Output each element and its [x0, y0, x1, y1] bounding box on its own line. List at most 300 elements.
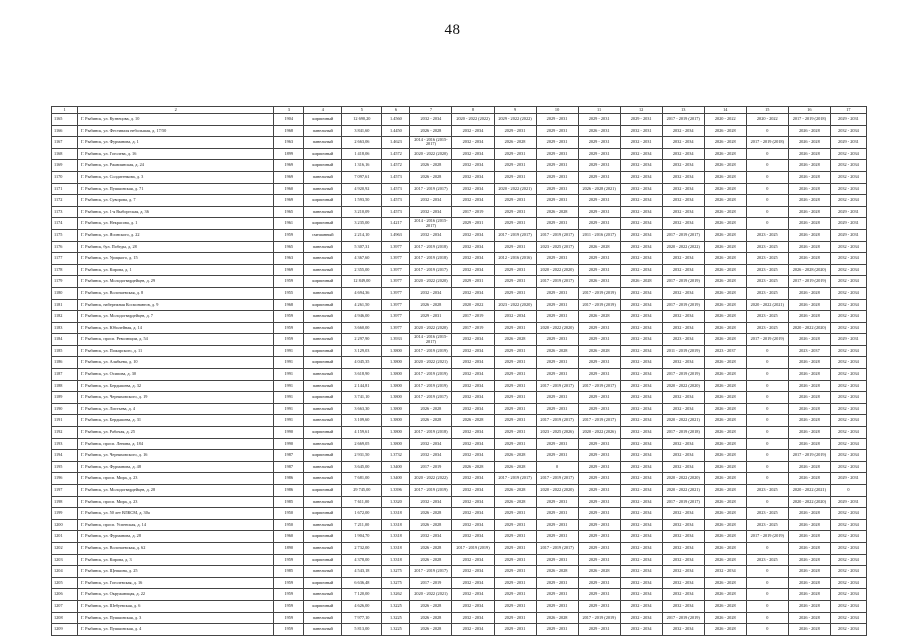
table-cell: 2032 - 2034 [830, 253, 866, 265]
table-cell: 2032 - 2034 [452, 427, 494, 439]
table-cell: 1991 [274, 392, 304, 404]
table-cell: 2029 - 2031 [536, 369, 578, 381]
table-cell: 2032 - 2034 [620, 218, 662, 230]
table-cell: 2026 - 2028 [704, 229, 746, 241]
table-cell: 2029 - 2031 [410, 311, 452, 323]
table-cell: Г. Рыбинск, бул. Победы, д. 28 [78, 241, 274, 253]
table-cell: 1 672,00 [342, 508, 382, 520]
table-row [52, 276, 867, 288]
table-cell: 1205 [52, 577, 78, 589]
table-cell: 2026 - 2028 [788, 206, 830, 218]
table-cell: 2032 - 2034 [620, 241, 662, 253]
table-row [52, 496, 867, 508]
table-cell: 2026 - 2028 [704, 600, 746, 612]
table-cell: панельный [304, 461, 342, 473]
table-cell: 2029 - 2031 [536, 137, 578, 149]
table-cell: 2026 - 2028 [788, 427, 830, 439]
table-cell: 2032 - 2034 [620, 415, 662, 427]
table-cell: 2026 - 2031 [578, 125, 620, 137]
table-cell: 2032 - 2034 [662, 438, 704, 450]
table-cell: 2029 - 2031 [578, 496, 620, 508]
table-cell: 1171 [52, 183, 78, 195]
table-cell: Г. Рыбинск, ул. Ржавлянская, д. 24 [78, 160, 274, 172]
table-cell: 2029 - 2031 [536, 624, 578, 636]
table-cell: 1.3800 [382, 415, 410, 427]
table-cell: 1201 [52, 531, 78, 543]
schedule-table [51, 106, 867, 636]
table-cell: 1.3800 [382, 380, 410, 392]
table-cell: 2032 - 2034 [452, 369, 494, 381]
table-cell: 2017 - 2019 (2019) [662, 276, 704, 288]
table-cell: 2026 - 2028 [704, 299, 746, 311]
table-cell: 2032 - 2034 [452, 531, 494, 543]
table-cell: 2023 - 2037 [788, 345, 830, 357]
table-cell: 1.3977 [382, 241, 410, 253]
table-cell: 2023 - 2025 [746, 519, 788, 531]
table-cell: панельный [304, 287, 342, 299]
table-cell: 2026 - 2028 [494, 461, 536, 473]
table-cell: кирпичный [304, 218, 342, 230]
table-cell: 2032 - 2034 [410, 450, 452, 462]
table-cell: 4 261,50 [342, 299, 382, 311]
table-cell: Г. Рыбинск, ул. Гоголевская, д. 16 [78, 577, 274, 589]
table-cell: 2029 - 2031 [830, 334, 866, 346]
table-cell: 2032 - 2034 [620, 600, 662, 612]
table-cell: панельный [304, 264, 342, 276]
table-cell: 2032 - 2034 [620, 542, 662, 554]
table-cell: 2032 - 2034 [830, 415, 866, 427]
table-cell: 2032 - 2034 [620, 392, 662, 404]
table-cell: 2029 - 2031 [578, 334, 620, 346]
table-row [52, 287, 867, 299]
table-cell: 2029 - 2031 [620, 114, 662, 126]
table-cell: 2029 - 2031 [452, 276, 494, 288]
table-cell: 4 367,60 [342, 253, 382, 265]
table-cell: 2026 - 2028 [704, 380, 746, 392]
table-cell: 0 [746, 450, 788, 462]
table-cell: 2032 - 2034 [662, 589, 704, 601]
table-cell: 2029 - 2031 [494, 380, 536, 392]
table-cell: 2032 - 2034 [620, 299, 662, 311]
table-cell: панельный [304, 183, 342, 195]
table-cell: 2026 - 2028 [704, 160, 746, 172]
table-cell: 2029 - 2031 [578, 450, 620, 462]
table-cell: 2032 - 2034 [452, 577, 494, 589]
table-cell: Г. Рыбинск, ул. Волочаевская, д. 8 [78, 287, 274, 299]
table-cell: кирпичный [304, 357, 342, 369]
table-cell: 2032 - 2034 [662, 542, 704, 554]
table-cell: 2032 - 2034 [662, 531, 704, 543]
table-cell: 3 210,09 [342, 206, 382, 218]
table-cell: 2026 - 2028 [788, 357, 830, 369]
table-cell: 2032 - 2034 [452, 450, 494, 462]
table-cell: 1969 [274, 195, 304, 207]
table-cell: 2029 - 2031 [536, 125, 578, 137]
table-cell: 2026 - 2028 [704, 450, 746, 462]
header-cell: 14 [704, 107, 746, 114]
table-cell: 2029 - 2031 [494, 403, 536, 415]
table-cell: 2032 - 2034 [452, 148, 494, 160]
table-cell: Г. Рыбинск, ул. Суворова, д. 7 [78, 195, 274, 207]
table-cell: 2032 - 2034 [830, 508, 866, 520]
table-cell: 0 [746, 600, 788, 612]
table-cell: 2029 - 2031 [536, 357, 578, 369]
table-cell: 2017 - 2019 (2018) [788, 114, 830, 126]
table-cell: панельный [304, 137, 342, 149]
table-cell: 2032 - 2034 [620, 485, 662, 497]
table-cell: 2026 - 2028 [410, 299, 452, 311]
table-cell: 1959 [274, 589, 304, 601]
table-cell: 1178 [52, 264, 78, 276]
table-row [52, 345, 867, 357]
table-cell: 1174 [52, 218, 78, 230]
table-cell: 2023 - 2025 [746, 287, 788, 299]
table-cell: 2032 - 2034 [830, 566, 866, 578]
table-cell: 2026 - 2028 [494, 334, 536, 346]
table-cell: 1.3977 [382, 276, 410, 288]
table-cell: 2026 - 2028 [704, 322, 746, 334]
table-cell: 2032 - 2034 [830, 357, 866, 369]
table-row [52, 554, 867, 566]
table-cell: 2032 - 2034 [620, 148, 662, 160]
table-cell: 0 [536, 461, 578, 473]
table-cell: кирпичный [304, 485, 342, 497]
table-cell: 1204 [52, 566, 78, 578]
table-cell: 2026 - 2028 [704, 496, 746, 508]
table-cell: 2029 - 2031 [494, 438, 536, 450]
table-cell: 2032 - 2034 [620, 473, 662, 485]
table-cell: 2026 - 2028 [788, 612, 830, 624]
table-cell: 2032 - 2034 [830, 322, 866, 334]
table-cell: 2026 - 2028 [704, 183, 746, 195]
table-cell: 1961 [274, 218, 304, 230]
table-cell: 4 543,18 [342, 566, 382, 578]
table-cell: 0 [746, 403, 788, 415]
table-cell: 1.3800 [382, 427, 410, 439]
table-cell: 2032 - 2034 [452, 612, 494, 624]
table-cell: 1167 [52, 137, 78, 149]
table-cell: 1.3800 [382, 369, 410, 381]
table-cell: панельный [304, 519, 342, 531]
table-cell: 2026 - 2028 [788, 392, 830, 404]
table-cell: 2020 - 2022 (2021) [410, 589, 452, 601]
table-cell: 2032 - 2034 [662, 148, 704, 160]
table-cell: 1203 [52, 554, 78, 566]
table-cell: 2032 - 2031 [620, 125, 662, 137]
table-cell: 2029 - 2031 [578, 218, 620, 230]
table-cell: 2026 - 2028 [410, 125, 452, 137]
table-cell: 0 [746, 148, 788, 160]
table-cell: 1969 [274, 264, 304, 276]
table-cell: 2026 - 2028 [788, 183, 830, 195]
table-cell: 2026 - 2028 [704, 427, 746, 439]
table-cell: 2032 - 2034 [662, 137, 704, 149]
table-cell: 2032 - 2034 [830, 450, 866, 462]
table-cell: 2026 - 2028 [410, 542, 452, 554]
table-cell: 2023 - 2025 [746, 485, 788, 497]
table-cell: панельный [304, 322, 342, 334]
table-cell: 2017 - 2019 (2017) [494, 473, 536, 485]
table-cell: 6 636,48 [342, 577, 382, 589]
header-cell: 11 [578, 107, 620, 114]
table-cell: Г. Рыбинск, ул. Фестиваля небольшая, д. 17/50 [78, 125, 274, 137]
table-cell: 2032 - 2034 [662, 508, 704, 520]
table-cell: 2023 - 2025 [746, 554, 788, 566]
table-cell: 1985 [274, 496, 304, 508]
table-cell: 2017 - 2019 (2019) [746, 531, 788, 543]
table-cell: 1965 [274, 206, 304, 218]
table-cell: 2026 - 2028 [788, 287, 830, 299]
table-row [52, 311, 867, 323]
table-cell: 0 [830, 485, 866, 497]
table-cell: 2032 - 2034 [830, 519, 866, 531]
table-cell: 2032 - 2034 [452, 485, 494, 497]
table-cell: 1990 [274, 438, 304, 450]
table-cell: 2032 - 2034 [452, 229, 494, 241]
table-cell: 2032 - 2034 [620, 357, 662, 369]
table-cell: 2032 - 2034 [830, 276, 866, 288]
table-cell: 4 946,00 [342, 311, 382, 323]
table-cell: 1168 [52, 148, 78, 160]
table-cell: 2029 - 2031 [494, 369, 536, 381]
table-cell: 1197 [52, 485, 78, 497]
table-cell: 1959 [274, 612, 304, 624]
table-cell: 2017 - 2019 (2019) [578, 287, 620, 299]
table-cell: 0 [746, 345, 788, 357]
table-cell: Г. Рыбинск, ул. Фурманова, д. 28 [78, 531, 274, 543]
table-body [52, 114, 867, 636]
table-cell: 2032 - 2034 [830, 195, 866, 207]
table-cell: 0 [746, 438, 788, 450]
table-cell: 2029 - 2031 [578, 148, 620, 160]
table-cell: панельный [304, 311, 342, 323]
table-cell: 2026 - 2028 (2021) [578, 183, 620, 195]
table-cell: 2026 - 2028 [536, 345, 578, 357]
table-cell: 2032 - 2034 [452, 600, 494, 612]
table-cell: 2032 - 2034 [620, 531, 662, 543]
table-cell: 2026 - 2028 [788, 438, 830, 450]
table-cell: 2029 - 2031 [536, 114, 578, 126]
table-cell: 2 144,81 [342, 380, 382, 392]
table-cell: 2032 - 2034 [452, 160, 494, 172]
table-cell: панельный [304, 403, 342, 415]
table-cell: 2020 - 2022 (2022) [410, 473, 452, 485]
table-cell: 2026 - 2028 [704, 542, 746, 554]
table-row [52, 299, 867, 311]
table-cell: 1.3800 [382, 392, 410, 404]
table-cell: 2032 - 2034 [452, 137, 494, 149]
table-cell: 2029 - 2031 [536, 287, 578, 299]
table-cell: 2029 - 2031 [536, 438, 578, 450]
table-cell: 2026 - 2028 [788, 461, 830, 473]
table-row [52, 473, 867, 485]
table-cell: 0 [746, 160, 788, 172]
table-cell: 0 [746, 392, 788, 404]
table-cell: 2026 - 2028 [410, 519, 452, 531]
header-cell: 3 [274, 107, 304, 114]
table-cell: 2017 - 2019 (2017) [536, 380, 578, 392]
table-cell: 2032 - 2034 [830, 241, 866, 253]
table-cell: 2026 - 2028 [704, 508, 746, 520]
table-cell: 2026 - 2028 [704, 357, 746, 369]
table-cell: Г. Рыбинск, ул. Солдатенкова, д. 3 [78, 171, 274, 183]
table-cell: 1.4572 [382, 160, 410, 172]
table-cell: 1969 [274, 171, 304, 183]
table-cell: 2026 - 2028 [704, 473, 746, 485]
table-row [52, 137, 867, 149]
table-cell: 1181 [52, 299, 78, 311]
table-row [52, 566, 867, 578]
table-cell: смешанный [304, 229, 342, 241]
table-cell: Г. Рыбинск, ул. Окружающая, д. 22 [78, 589, 274, 601]
table-cell: 2026 - 2028 [452, 415, 494, 427]
table-row [52, 218, 867, 230]
table-cell: 2020 - 2022 (2021) [788, 485, 830, 497]
table-cell: 0 [746, 195, 788, 207]
table-cell: 2026 - 2028 [788, 577, 830, 589]
table-cell: 2029 - 2031 [536, 311, 578, 323]
table-cell: 1950 [274, 519, 304, 531]
table-cell: 2 297,90 [342, 334, 382, 346]
table-cell: 2026 - 2028 [494, 450, 536, 462]
table-cell: 2026 - 2028 [410, 554, 452, 566]
table-cell: 0 [746, 589, 788, 601]
table-cell: 2017 - 2019 (2019) [746, 334, 788, 346]
table-cell: 2026 - 2028 [788, 311, 830, 323]
table-cell: 2026 - 2028 [410, 403, 452, 415]
table-cell: 1209 [52, 624, 78, 636]
table-cell: 2017 - 2019 (2017) [536, 229, 578, 241]
table-cell: 0 [746, 461, 788, 473]
table-cell: 2026 - 2028 [536, 612, 578, 624]
table-cell: 0 [746, 427, 788, 439]
table-cell: 1968 [274, 125, 304, 137]
table-cell: 1175 [52, 229, 78, 241]
table-cell: 2029 - 2031 [830, 473, 866, 485]
table-cell: кирпичный [304, 554, 342, 566]
table-cell: 1169 [52, 160, 78, 172]
table-cell: 2017 - 2019 [410, 461, 452, 473]
table-row [52, 369, 867, 381]
table-cell: 1207 [52, 600, 78, 612]
table-cell: 2023 - 2025 [746, 322, 788, 334]
table-cell: 2029 - 2031 [494, 276, 536, 288]
table-cell: 1195 [52, 461, 78, 473]
table-cell: 2026 - 2028 [704, 392, 746, 404]
table-cell: 1.3400 [382, 461, 410, 473]
table-cell: 2032 - 2034 [452, 253, 494, 265]
table-cell: 4 920,92 [342, 183, 382, 195]
table-cell: 2029 - 2031 [830, 229, 866, 241]
table-cell: 2029 - 2031 [536, 403, 578, 415]
table-cell: 2032 - 2034 [620, 334, 662, 346]
table-cell: 2032 - 2034 [704, 566, 746, 578]
table-cell: 1963 [274, 137, 304, 149]
table-cell: 2026 - 2028 [788, 253, 830, 265]
table-row [52, 589, 867, 601]
table-cell: 1.4573 [382, 171, 410, 183]
table-cell: 2026 - 2028 [704, 624, 746, 636]
table-cell: 2017 - 2019 (2017) [578, 415, 620, 427]
table-cell: 0 [746, 357, 788, 369]
header-cell: 16 [788, 107, 830, 114]
table-cell: 2032 - 2034 [452, 624, 494, 636]
table-cell: 1188 [52, 380, 78, 392]
table-row [52, 114, 867, 126]
table-cell: 0 [746, 415, 788, 427]
table-cell: 2029 - 2031 [578, 403, 620, 415]
table-cell: Г. Рыбинск, просп. Ленина, д. 184 [78, 438, 274, 450]
table-cell: 1.4623 [382, 137, 410, 149]
table-cell: панельный [304, 612, 342, 624]
table-cell: 2032 - 2034 [620, 380, 662, 392]
table-cell: 2032 - 2034 [620, 612, 662, 624]
table-cell: 1959 [274, 334, 304, 346]
table-cell: панельный [304, 380, 342, 392]
table-cell: 0 [746, 496, 788, 508]
table-cell: кирпичный [304, 427, 342, 439]
table-cell: 2020 - 2022 (2021) [410, 357, 452, 369]
table-cell: 2026 - 2028 [788, 241, 830, 253]
table-cell: 2032 - 2034 [662, 206, 704, 218]
table-cell: 2032 - 2034 [452, 392, 494, 404]
table-cell: 2032 - 2034 [620, 554, 662, 566]
table-cell: 2029 - 2031 [578, 624, 620, 636]
table-cell: 2032 - 2034 [620, 450, 662, 462]
table-cell: 2026 - 2028 [704, 334, 746, 346]
table-cell: 1198 [52, 496, 78, 508]
table-cell: 2032 - 2034 [620, 264, 662, 276]
table-cell: 2032 - 2034 [620, 345, 662, 357]
table-cell: 1185 [52, 345, 78, 357]
table-cell: 2026 - 2028 [788, 600, 830, 612]
table-cell: 1187 [52, 369, 78, 381]
table-cell: Г. Рыбинск, ул. Бердышева, д. 31 [78, 415, 274, 427]
table-cell: 2017 - 2019 (2017) [494, 229, 536, 241]
table-cell: кирпичный [304, 195, 342, 207]
table-cell: 2032 - 2034 [662, 624, 704, 636]
table-cell: 1960 [274, 531, 304, 543]
table-header [52, 107, 867, 114]
table-cell: 2032 - 2034 [830, 311, 866, 323]
table-cell: 1.3225 [382, 600, 410, 612]
table-cell: 1208 [52, 612, 78, 624]
table-cell: 1991 [274, 357, 304, 369]
table-cell: 2032 - 2034 [620, 461, 662, 473]
table-cell: 2017 - 2019 (2019) [452, 542, 494, 554]
table-cell: 2029 - 2031 [578, 206, 620, 218]
table-cell: 2026 - 2028 [788, 519, 830, 531]
table-cell: 2026 - 2028 [578, 566, 620, 578]
table-cell: панельный [304, 369, 342, 381]
table-cell: Г. Рыбинск, ул. Волочаевская, д. 62 [78, 542, 274, 554]
table-cell: 2029 - 2031 [494, 241, 536, 253]
table-cell: 1959 [274, 229, 304, 241]
table-row [52, 195, 867, 207]
table-cell: 2029 - 2031 [578, 461, 620, 473]
table-cell: Г. Рыбинск, ул. Молодогвардейцев, д. 29 [78, 276, 274, 288]
table-cell: 2032 - 2034 [452, 566, 494, 578]
table-cell: 2032 - 2034 [830, 160, 866, 172]
table-cell: 2026 - 2028 [788, 195, 830, 207]
table-cell: 2032 - 2034 [620, 369, 662, 381]
header-cell: 4 [304, 107, 342, 114]
table-row [52, 392, 867, 404]
table-cell: 2026 - 2031 [578, 276, 620, 288]
table-cell: 0 [746, 369, 788, 381]
table-cell: 1.3800 [382, 403, 410, 415]
table-cell: 2026 - 2028 [578, 311, 620, 323]
